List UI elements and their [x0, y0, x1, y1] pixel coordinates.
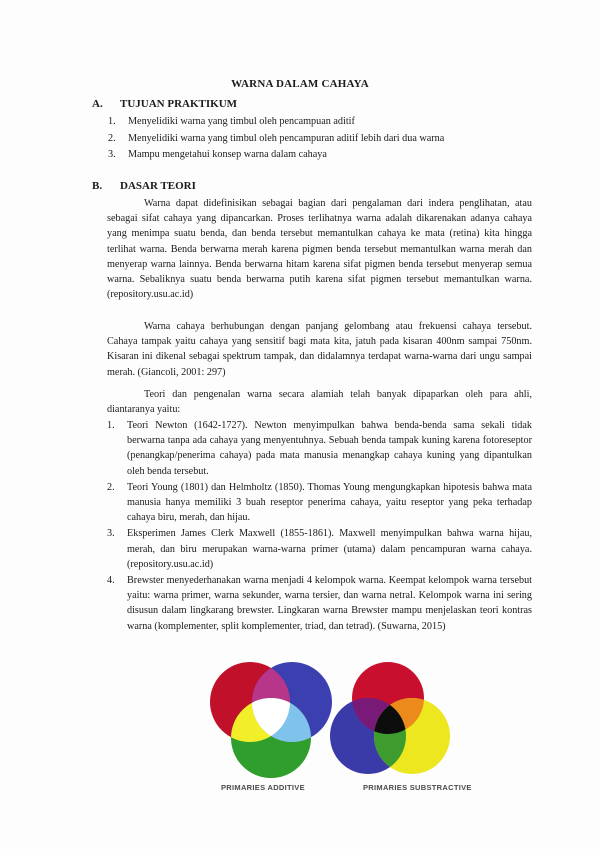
list-item: 3. Eksperimen James Clerk Maxwell (1855-1861). Maxwell menyimpulkan bahwa warna hijau, merah, dan biru merupakan warna-warna primer (utama) dalam pencampuran warna cahaya. (repository.usu.ac.id): [107, 528, 532, 570]
subtractive-color-diagram: [328, 660, 468, 780]
list-item: 4. Brewster menyederhanakan warna menjadi 4 kelompok warna. Keempat kelompok warna tersebut yaitu: warna primer, warna sekunder, warna tersier, dan warna netral. Kelompok warna ini sering disusun dalam lingkarang brewster. Lingkaran warna Brewster mampu menjelaskan teori kontras warna (komplementer, split komplementer, triad, dan tetrad). (Suwarna, 2015): [107, 575, 532, 632]
list-item: 1. Menyelidiki warna yang timbul oleh pencampuan aditif: [108, 116, 355, 127]
section-a-heading: [92, 98, 237, 110]
document-title: WARNA DALAM CAHAYA: [231, 78, 369, 90]
list-item: 2. Menyelidiki warna yang timbul oleh pencampuran aditif lebih dari dua warna: [108, 132, 445, 144]
list-item: 1. Teori Newton (1642-1727). Newton menyimpulkan bahwa benda-benda sama sekali tidak berwarna tanpa ada cahaya yang menyentuhnya. Sebuah benda tampak kuning karena fotoreseptor (penangkap/penerima cahaya) pada mata manusia menangkap cahaya kuning yang dipantulkan oleh benda tersebut.: [107, 420, 532, 477]
paragraph: Teori dan pengenalan warna secara alamiah telah banyak dipaparkan oleh para ahli, diantaranya yaitu:: [107, 389, 532, 416]
subtractive-caption: PRIMARIES SUBSTRACTIVE: [363, 783, 472, 792]
section-b-heading: [92, 180, 196, 192]
additive-caption: PRIMARIES ADDITIVE: [221, 783, 305, 792]
objectives-list: [108, 114, 528, 164]
section-a-title: TUJUAN PRAKTIKUM: [120, 98, 238, 110]
section-b-title: DASAR TEORI: [120, 180, 196, 192]
list-item: 3. Mampu mengetahui konsep warna dalam cahaya: [108, 149, 327, 160]
section-a-number: A.: [92, 98, 103, 110]
paragraph: Warna cahaya berhubungan dengan panjang gelombang atau frekuensi cahaya tersebut. Cahaya tampak yaitu cahaya yang sensitif bagi mata kita, jatuh pada kisaran 400nm sampai 750nm. Kisaran ini dikenal sebagai spektrum tampak, dan didalamnya terdapat warna-warna dari ungu sampai merah. (Giancoli, 2001: 297): [107, 321, 532, 378]
additive-color-diagram: [200, 660, 340, 780]
theory-list: [107, 418, 532, 635]
section-b-number: B.: [92, 180, 103, 192]
paragraph: Warna dapat didefinisikan sebagai bagian dari pengalaman dari indera penglihatan, atau sebagai sifat cahaya yang dipancarkan. Proses terlihatnya warna adalah dikarenakan adanya cahaya yang menimpa suatu benda, dan benda tersebut memantulkan cahaya ke mata (retina) kita hingga terlihat warna. Benda berwarna merah karena pigmen benda tersebut memantulkan warna merah dan menyerap warna lainnya. Benda berwarna hitam karena sifat pigmen benda tersebut menyerap semua warna. Sebaliknya suatu benda berwarna putih karena sifat pigmen tersebut memantulkan warna. (repository.usu.ac.id): [107, 198, 532, 301]
list-item: 2. Teori Young (1801) dan Helmholtz (1850). Thomas Young mengungkapkan hipotesis bahwa mata manusia hanya memiliki 3 buah reseptor penerima cahaya, yaitu reseptor yang peka terhadap cahaya biru, merah, dan hijau.: [107, 481, 532, 524]
